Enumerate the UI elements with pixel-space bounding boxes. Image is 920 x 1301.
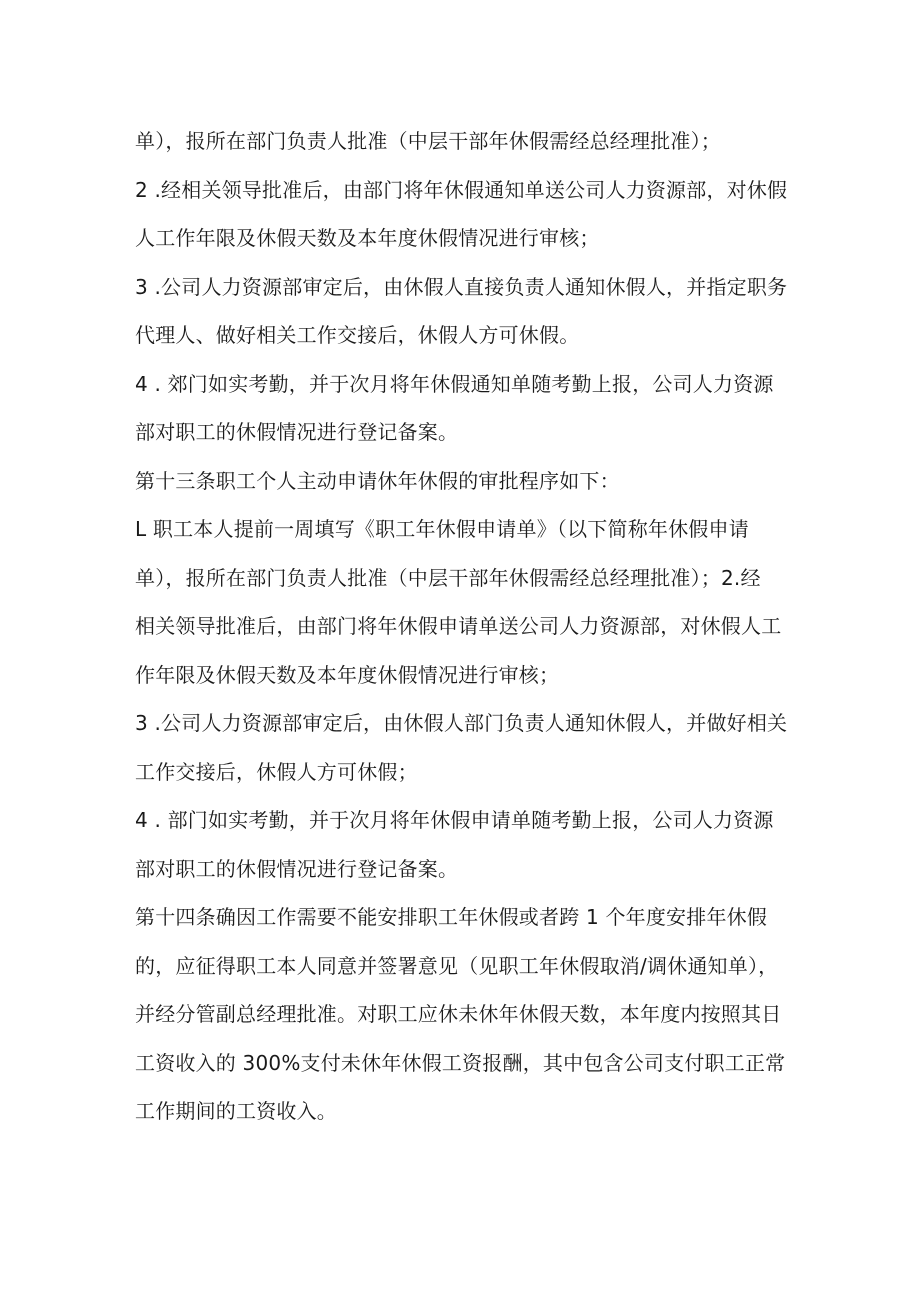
- text-line: 工作期间的工资收入。: [135, 1099, 337, 1123]
- text-line: 并经分管副总经理批准。对职工应休未休年休假天数，本年度内按照其日: [135, 1002, 782, 1026]
- text-line: 代理人、做好相关工作交接后，休假人方可休假。: [135, 323, 580, 347]
- text-line: 的，应征得职工本人同意并签署意见（见职工年休假取消/调休通知单），: [135, 953, 779, 978]
- text-line: L 职工本人提前一周填写《职工年休假申请单》（以下简称年休假申请: [135, 517, 749, 541]
- text-line: 3 .公司人力资源部审定后，由休假人部门负责人通知休假人，并做好相关: [135, 711, 788, 735]
- text-line: 3 .公司人力资源部审定后，由休假人直接负责人通知休假人，并指定职务: [135, 274, 788, 299]
- text-line: 部对职工的休假情况进行登记备案。: [135, 420, 459, 444]
- text-line: 作年限及休假天数及本年度休假情况进行审核；: [135, 662, 560, 687]
- text-line: 第十三条职工个人主动申请休年休假的审批程序如下：: [135, 468, 620, 493]
- text-line: 部对职工的休假情况进行登记备案。: [135, 856, 459, 881]
- text-line: 人工作年限及休假天数及本年度休假情况进行审核；: [135, 226, 600, 250]
- text-line: 工资收入的 300%支付未休年休假工资报酬，其中包含公司支付职工正常: [135, 1050, 786, 1075]
- document-body: [135, 117, 795, 1136]
- text-line: 2 .经相关领导批准后，由部门将年休假通知单送公司人力资源部，对休假: [135, 177, 788, 202]
- text-line: 4 . 部门如实考勤，并于次月将年休假申请单随考勤上报，公司人力资源: [135, 808, 774, 832]
- text-line: 第十四条确因工作需要不能安排职工年休假或者跨 1 个年度安排年休假: [135, 905, 768, 929]
- text-line: 4 . 郊门如实考勤，并于次月将年休假通知单随考勤上报，公司人力资源: [135, 371, 774, 396]
- text-line: 工作交接后，休假人方可休假；: [135, 759, 418, 784]
- text-line: 相关领导批准后，由部门将年休假申请单送公司人力资源部，对休假人工: [135, 614, 782, 638]
- text-line: 单），报所在部门负责人批准（中层干部年休假需经总经理批准）；: [135, 129, 721, 153]
- text-line: 单），报所在部门负责人批准（中层干部年休假需经总经理批准）；2.经: [135, 565, 761, 590]
